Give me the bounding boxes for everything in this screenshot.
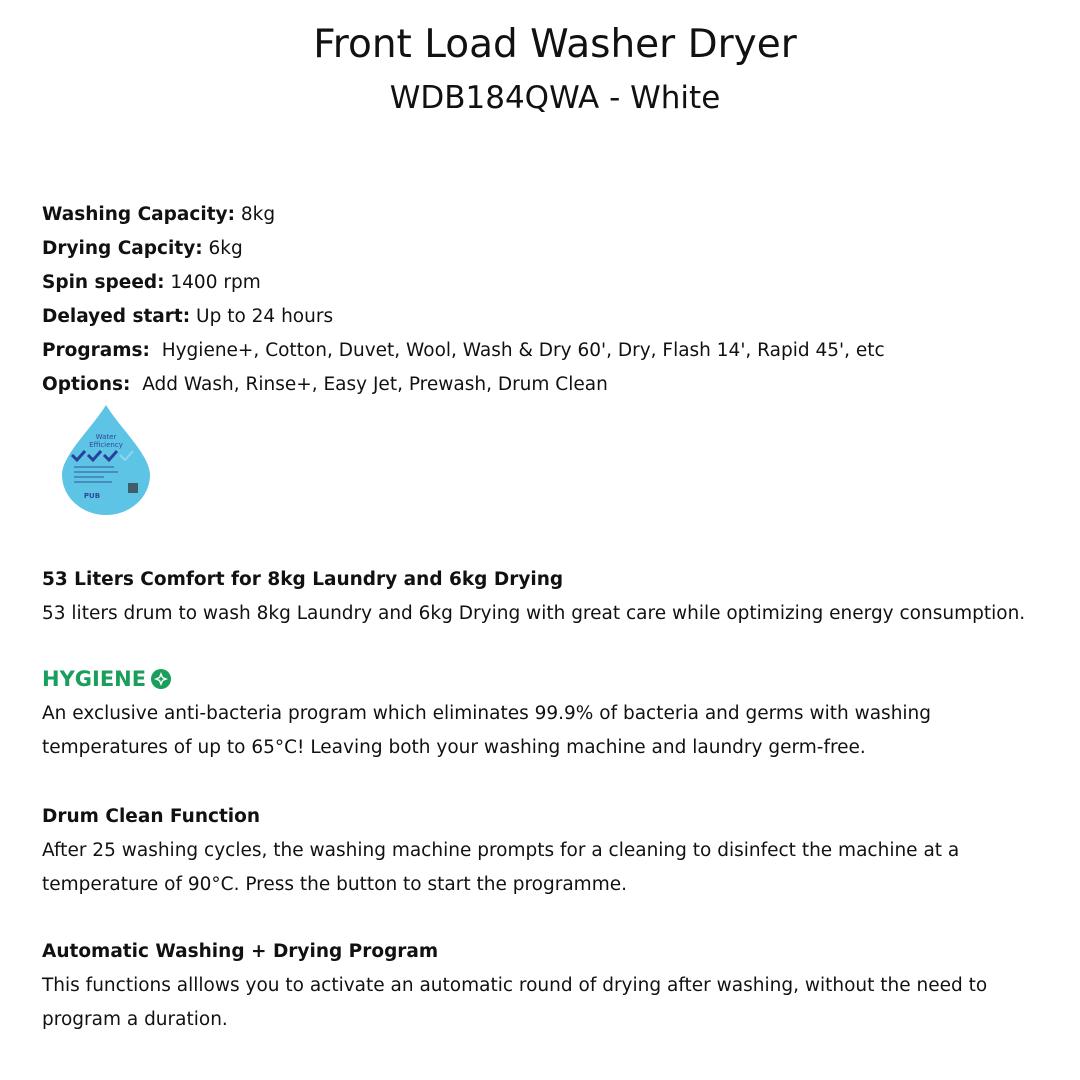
section-heading: 53 Liters Comfort for 8kg Laundry and 6kg Drying <box>42 569 564 590</box>
section-heading: Drum Clean Function <box>42 806 261 827</box>
section-auto-wash-dry <box>42 935 1062 1037</box>
section-text: This functions alllows you to activate an automatic round of drying after washing, without the need to program a duration. <box>42 975 988 1030</box>
spec-programs: Programs: Hygiene+, Cotton, Duvet, Wool, Wash & Dry 60', Dry, Flash 14', Rapid 45', etc <box>42 340 885 361</box>
spec-list <box>42 198 885 402</box>
hygiene-plus-icon <box>150 668 172 690</box>
badge-title: Water <box>95 433 117 441</box>
svg-text:PUB: PUB <box>83 492 101 500</box>
spec-delayed-start: Delayed start: Up to 24 hours <box>42 306 334 327</box>
section-text: An exclusive anti-bacteria program which eliminates 99.9% of bacteria and germs with washing temperatures of up to 65°C! Leaving both your washing machine and laundry germ-free. <box>42 703 932 758</box>
section-drum-capacity <box>42 563 1062 631</box>
spec-drying-capacity: Drying Capcity: 6kg <box>42 238 243 259</box>
page-title: Front Load Washer Dryer <box>313 22 797 67</box>
section-heading: Automatic Washing + Drying Program <box>42 941 439 962</box>
spec-options: Options: Add Wash, Rinse+, Easy Jet, Prewash, Drum Clean <box>42 374 608 395</box>
svg-text:Efficiency: Efficiency <box>89 441 123 449</box>
water-efficiency-drop-icon <box>58 403 154 517</box>
section-hygiene <box>42 662 1062 765</box>
section-text: 53 liters drum to wash 8kg Laundry and 6kg Drying with great care while optimizing energy consumption. <box>42 603 1026 624</box>
hygiene-heading: HYGIENE <box>42 667 147 691</box>
spec-washing-capacity: Washing Capacity: 8kg <box>42 204 276 225</box>
section-drum-clean <box>42 800 1062 902</box>
section-text: After 25 washing cycles, the washing machine prompts for a cleaning to disinfect the machine at a temperature of 90°C. Press the button to start the programme. <box>42 840 960 895</box>
spec-spin-speed: Spin speed: 1400 rpm <box>42 272 261 293</box>
model-subtitle: WDB184QWA - White <box>389 80 721 116</box>
